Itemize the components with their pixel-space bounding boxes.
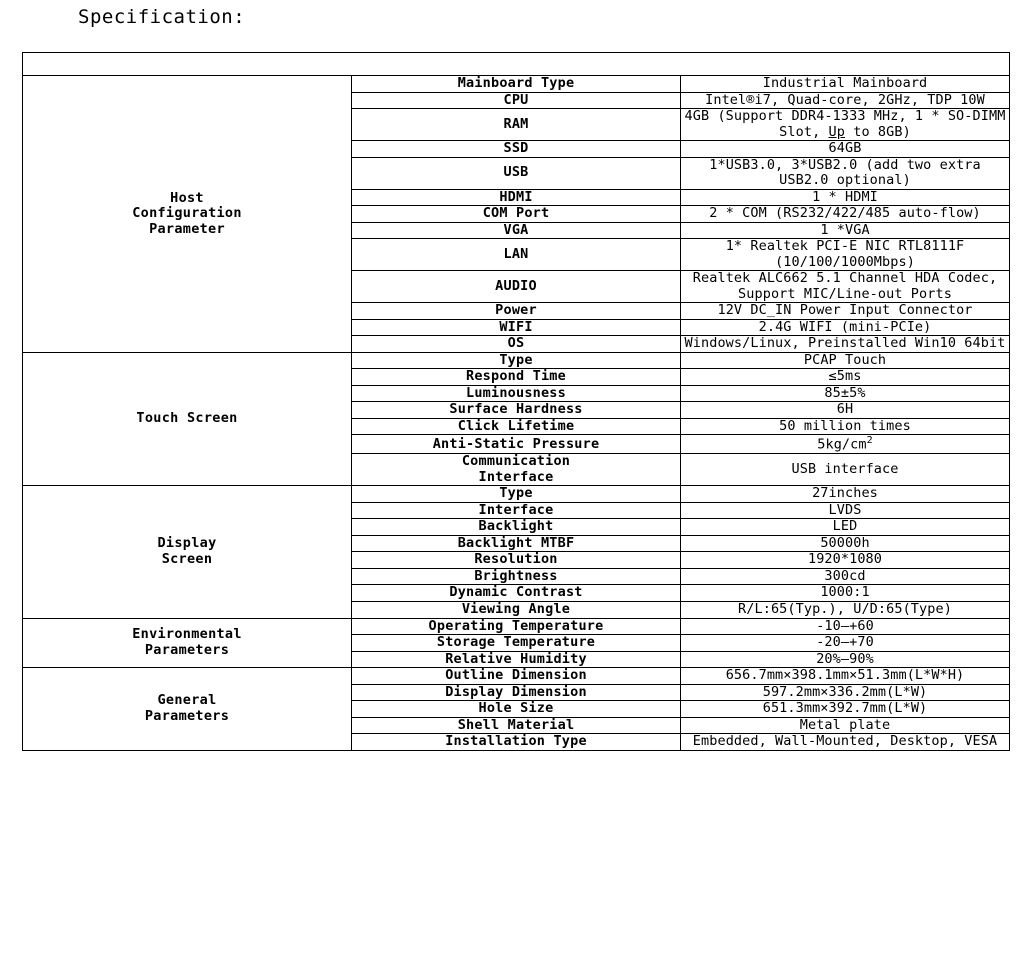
row-value: 27inches	[681, 486, 1010, 503]
row-value: 1 * HDMI	[681, 189, 1010, 206]
row-label: Hole Size	[352, 701, 681, 718]
row-label: CPU	[352, 92, 681, 109]
row-label: Type	[352, 352, 681, 369]
row-label: Shell Material	[352, 717, 681, 734]
row-value: 597.2mm×336.2mm(L*W)	[681, 684, 1010, 701]
row-value: 2 * COM (RS232/422/485 auto-flow)	[681, 206, 1010, 223]
row-label: Viewing Angle	[352, 602, 681, 619]
row-value: Realtek ALC662 5.1 Channel HDA Codec, Support MIC/Line-out Ports	[681, 271, 1010, 303]
row-label: Storage Temperature	[352, 635, 681, 652]
group-label-line: General	[157, 692, 217, 709]
row-value	[681, 435, 1010, 454]
row-label-line: Interface	[478, 468, 554, 485]
row-label: Respond Time	[352, 369, 681, 386]
row-value: 1 *VGA	[681, 222, 1010, 239]
row-value: 1*USB3.0, 3*USB2.0 (add two extra USB2.0 optional)	[681, 157, 1010, 189]
row-value: -10—+60	[681, 618, 1010, 635]
row-label: Luminousness	[352, 385, 681, 402]
row-value: 12V DC_IN Power Input Connector	[681, 303, 1010, 320]
row-value: Embedded, Wall-Mounted, Desktop, VESA	[681, 734, 1010, 751]
row-value: 1000:1	[681, 585, 1010, 602]
row-value: 20%—90%	[681, 651, 1010, 668]
row-label: COM Port	[352, 206, 681, 223]
row-value-text: 5kg/cm	[817, 436, 867, 453]
row-label: Mainboard Type	[352, 76, 681, 93]
row-value-superscript: 2	[866, 435, 873, 447]
row-value: 2.4G WIFI (mini-PCIe)	[681, 319, 1010, 336]
row-value: LVDS	[681, 502, 1010, 519]
row-label: Power	[352, 303, 681, 320]
row-label: AUDIO	[352, 271, 681, 303]
group-label-line: Parameters	[144, 707, 230, 724]
row-value: Windows/Linux, Preinstalled Win10 64bit	[681, 336, 1010, 353]
row-value: 651.3mm×392.7mm(L*W)	[681, 701, 1010, 718]
group-label-line: Touch Screen	[136, 410, 238, 427]
row-label: HDMI	[352, 189, 681, 206]
row-label: Click Lifetime	[352, 418, 681, 435]
row-label: OS	[352, 336, 681, 353]
row-value: LED	[681, 519, 1010, 536]
row-label: Relative Humidity	[352, 651, 681, 668]
table-row	[23, 618, 1010, 635]
row-value: 64GB	[681, 141, 1010, 158]
row-label: RAM	[352, 109, 681, 141]
group-label-line: Parameters	[144, 641, 230, 658]
row-label: Anti-Static Pressure	[352, 435, 681, 454]
row-value: 300cd	[681, 568, 1010, 585]
row-value: 50000h	[681, 535, 1010, 552]
group-label-line: Screen	[161, 550, 213, 567]
row-label: Brightness	[352, 568, 681, 585]
group-label-line: Environmental	[132, 626, 242, 643]
table-row	[23, 352, 1010, 369]
group-label-line: Configuration	[132, 205, 242, 222]
row-label: VGA	[352, 222, 681, 239]
row-label: Outline Dimension	[352, 668, 681, 685]
table-spacer-cell	[23, 53, 1010, 76]
row-value: 1920*1080	[681, 552, 1010, 569]
specification-table-wrap	[22, 52, 1010, 751]
page-title: Specification:	[78, 6, 246, 28]
row-label: Interface	[352, 502, 681, 519]
row-label: WIFI	[352, 319, 681, 336]
table-row	[23, 486, 1010, 503]
row-label: Operating Temperature	[352, 618, 681, 635]
group-label	[23, 352, 352, 486]
row-value: 1* Realtek PCI-E NIC RTL8111F (10/100/1000Mbps)	[681, 239, 1010, 271]
row-value: Industrial Mainboard	[681, 76, 1010, 93]
table-row	[23, 668, 1010, 685]
group-label	[23, 76, 352, 353]
group-label-line: Display	[157, 535, 217, 552]
group-label-line: Parameter	[149, 220, 225, 237]
row-value: PCAP Touch	[681, 352, 1010, 369]
row-value: ≤5ms	[681, 369, 1010, 386]
table-spacer-row	[23, 53, 1010, 76]
row-value: R/L:65(Typ.), U/D:65(Type)	[681, 602, 1010, 619]
table-row	[23, 76, 1010, 93]
row-label: Display Dimension	[352, 684, 681, 701]
row-value: Intel®i7, Quad-core, 2GHz, TDP 10W	[681, 92, 1010, 109]
row-label: USB	[352, 157, 681, 189]
row-label: SSD	[352, 141, 681, 158]
row-label: Backlight MTBF	[352, 535, 681, 552]
row-value: 4GB (Support DDR4-1333 MHz, 1 * SO-DIMM Slot, Up to 8GB)	[681, 109, 1010, 141]
row-label: Type	[352, 486, 681, 503]
row-value: 85±5%	[681, 385, 1010, 402]
group-label	[23, 486, 352, 618]
row-label: Dynamic Contrast	[352, 585, 681, 602]
group-label	[23, 618, 352, 668]
row-value: 656.7mm×398.1mm×51.3mm(L*W*H)	[681, 668, 1010, 685]
group-label-line: Host	[170, 189, 204, 206]
row-label: Installation Type	[352, 734, 681, 751]
row-label: LAN	[352, 239, 681, 271]
row-value: USB interface	[681, 454, 1010, 486]
row-value: 50 million times	[681, 418, 1010, 435]
row-value: 6H	[681, 402, 1010, 419]
row-label: Surface Hardness	[352, 402, 681, 419]
row-value-underlined-part: Up	[828, 123, 845, 140]
row-label	[352, 454, 681, 486]
row-label-line: Communication	[461, 453, 571, 470]
group-label	[23, 668, 352, 751]
specification-table-body	[23, 53, 1010, 751]
row-value: -20—+70	[681, 635, 1010, 652]
row-label: Backlight	[352, 519, 681, 536]
specification-table	[22, 52, 1010, 751]
row-value: Metal plate	[681, 717, 1010, 734]
row-label: Resolution	[352, 552, 681, 569]
